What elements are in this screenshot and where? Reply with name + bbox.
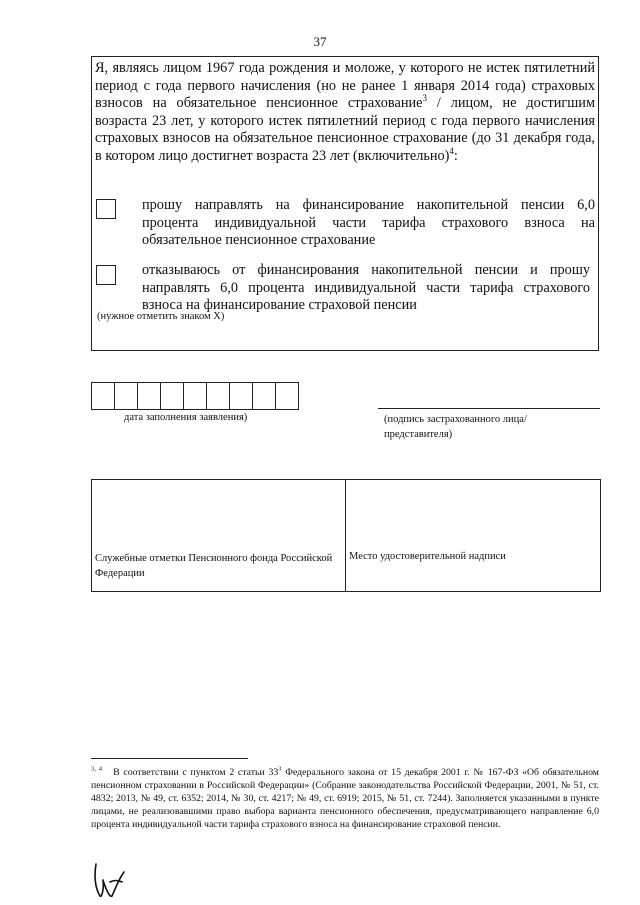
footnote-ref-3: 3 xyxy=(422,93,427,104)
option-1-checkbox[interactable] xyxy=(96,199,116,219)
footnote-rule xyxy=(91,758,248,759)
date-cell[interactable] xyxy=(229,382,253,410)
date-cell[interactable] xyxy=(91,382,115,410)
date-label: дата заполнения заявления) xyxy=(124,412,248,423)
option-2-checkbox[interactable] xyxy=(96,265,116,285)
footnote-ref-4: 4 xyxy=(449,145,454,156)
mark-instruction: (нужное отметить знаком X) xyxy=(97,311,225,322)
official-marks-label: Служебные отметки Пенсионного фонда Российской Федерации xyxy=(95,553,333,579)
date-cell[interactable] xyxy=(183,382,207,410)
date-input-cells xyxy=(91,382,299,410)
option-1-text: прошу направлять на финансирование накопительной пенсии 6,0 процента индивидуальной части тарифа страхового взноса на обязательное пенсионное страхование xyxy=(142,197,595,248)
page-number: 37 xyxy=(313,34,327,49)
signature-line[interactable] xyxy=(378,408,600,409)
footnote-part-2: Федерального закона от 15 декабря 2001 г. № 167-ФЗ «Об обязательном пенсионном страховании в Российской Федерации» (Собрание законодательства Российской Федерации, 2001, № 51, ст. 4832; 2013, № 49, ст. 6352; 2014, № 30, ст. 4217; № 49, ст. 6919; 2015, № 51, ст. 7244). Заполняется указанными в пункте лицами, не реализовавшими право выбора варианта пенсионного обеспечения, предусматривающего направление 6,0 процента индивидуальной части тарифа страхового взноса на финансирование страховой пенсии. xyxy=(91,767,599,830)
date-cell[interactable] xyxy=(252,382,276,410)
date-cell[interactable] xyxy=(206,382,230,410)
date-cell[interactable] xyxy=(114,382,138,410)
footnote xyxy=(91,766,599,831)
certification-label: Место удостоверительной надписи xyxy=(349,551,506,562)
signature-label: (подпись застрахованного лица/ представителя) xyxy=(384,414,527,440)
statement-text xyxy=(95,60,595,165)
date-cell[interactable] xyxy=(275,382,299,410)
date-cell[interactable] xyxy=(160,382,184,410)
statement-part-1: Я, являясь лицом 1967 года рождения и моложе, у которого не истек пятилетний период с года первого начисления (но не ранее 1 января 2014 года) страховых взносов на обязательное пенсионное страхование xyxy=(95,60,595,111)
handwritten-signature xyxy=(88,858,132,902)
footnote-part-1: В соответствии с пунктом 2 статьи 33 xyxy=(113,767,279,778)
footnote-markers: 3, 4 xyxy=(91,765,103,773)
statement-part-2: / лицом, не достигшим возраста 23 лет, у которого истек пятилетний период с года первого начисления страховых взносов на обязательное пенсионное страхование (до 31 декабря года, в котором лицо достигнет возраста 23 лет (включительно) xyxy=(95,95,595,164)
footnote-sup: 3 xyxy=(278,765,282,773)
statement-part-3: : xyxy=(453,147,458,164)
table-divider xyxy=(345,479,346,592)
date-cell[interactable] xyxy=(137,382,161,410)
option-2-text: отказываюсь от финансирования накопительной пенсии и прошу направлять 6,0 процента индивидуальной части тарифа страхового взноса на финансирование страховой пенсии xyxy=(142,262,590,313)
